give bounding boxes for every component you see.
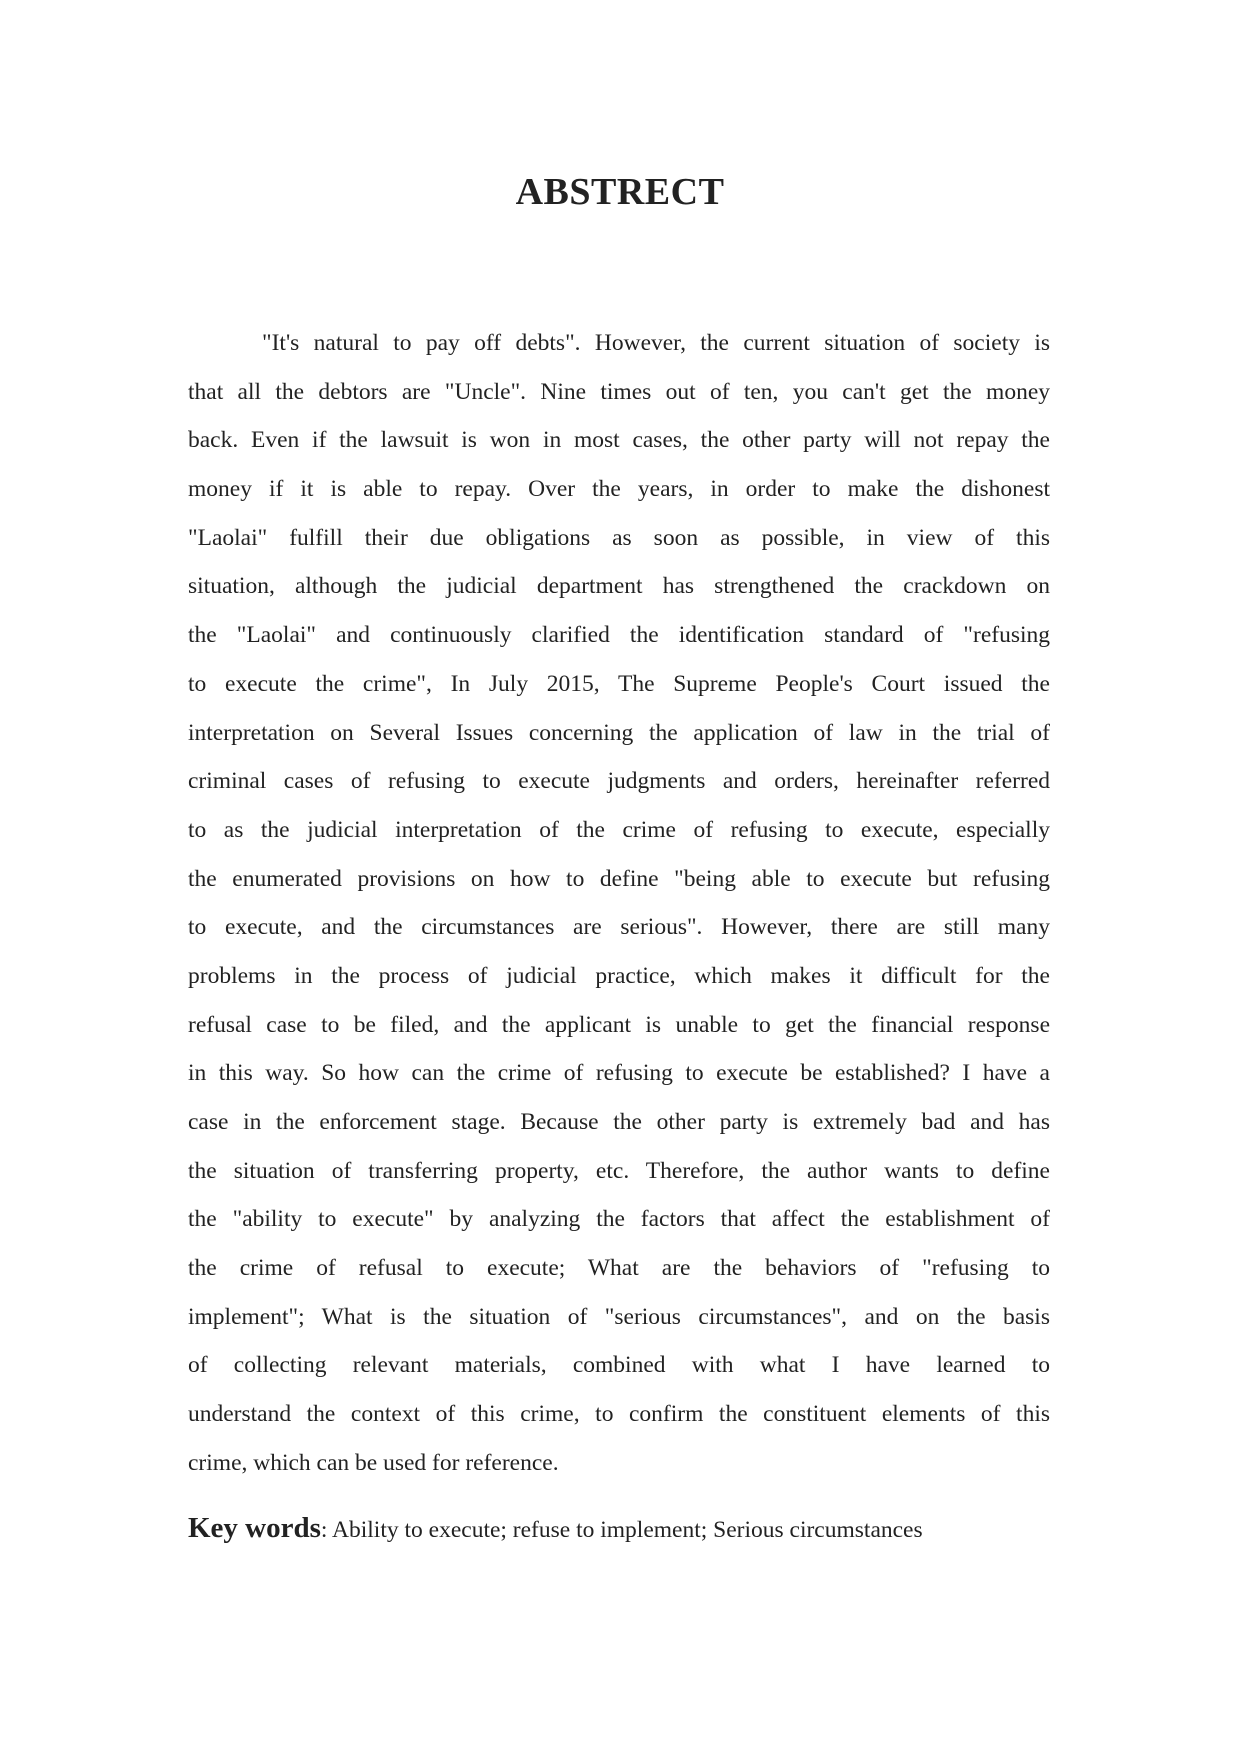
page-title: ABSTRECT	[515, 171, 725, 213]
abstract-line: the enumerated provisions on how to define "being able to execute but refusing	[188, 865, 1050, 892]
abstract-line: problems in the process of judicial practice, which makes it difficult for the	[188, 962, 1050, 989]
abstract-line: case in the enforcement stage. Because the other party is extremely bad and has	[188, 1109, 1050, 1135]
abstract-line: to execute the crime", In July 2015, The Supreme People's Court issued the	[188, 670, 1050, 697]
abstract-line: understand the context of this crime, to confirm the constituent elements of this	[188, 1401, 1050, 1428]
keywords-value: Ability to execute; refuse to implement; Serious circumstances	[327, 1517, 923, 1543]
abstract-line: "Laolai" fulfill their due obligations as soon as possible, in view of this	[188, 524, 1050, 551]
abstract-line: of collecting relevant materials, combined with what I have learned to	[188, 1352, 1050, 1379]
abstract-line: in this way. So how can the crime of refusing to execute be established? I have a	[188, 1060, 1050, 1087]
abstract-line: to execute, and the circumstances are serious". However, there are still many	[188, 914, 1050, 941]
abstract-line: crime, which can be used for reference.	[188, 1449, 559, 1476]
abstract-line: that all the debtors are "Uncle". Nine times out of ten, you can't get the money	[188, 378, 1050, 405]
abstract-line: to as the judicial interpretation of the crime of refusing to execute, especially	[188, 816, 1050, 843]
abstract-line: implement"; What is the situation of "serious circumstances", and on the basis	[188, 1303, 1050, 1330]
abstract-line: situation, although the judicial department has strengthened the crackdown on	[188, 573, 1050, 600]
keywords-separator: :	[320, 1517, 328, 1543]
abstract-line: the "Laolai" and continuously clarified the identification standard of "refusing	[188, 622, 1050, 649]
keywords-line	[188, 1512, 923, 1545]
abstract-line: interpretation on Several Issues concerning the application of law in the trial of	[188, 719, 1050, 746]
abstract-line: the "ability to execute" by analyzing the factors that affect the establishment of	[188, 1206, 1050, 1233]
abstract-line: refusal case to be filed, and the applicant is unable to get the financial response	[188, 1011, 1050, 1038]
keywords-label: Key words	[188, 1512, 321, 1544]
abstract-line: money if it is able to repay. Over the years, in order to make the dishonest	[188, 476, 1050, 503]
abstract-line: the crime of refusal to execute; What are the behaviors of "refusing to	[188, 1255, 1050, 1282]
abstract-line: the situation of transferring property, etc. Therefore, the author wants to define	[188, 1157, 1050, 1184]
abstract-body	[188, 319, 1050, 1488]
abstract-line: criminal cases of refusing to execute judgments and orders, hereinafter referred	[188, 768, 1050, 795]
abstract-line: "It's natural to pay off debts". However, the current situation of society is	[262, 330, 1050, 356]
abstract-line: back. Even if the lawsuit is won in most cases, the other party will not repay the	[188, 427, 1050, 454]
